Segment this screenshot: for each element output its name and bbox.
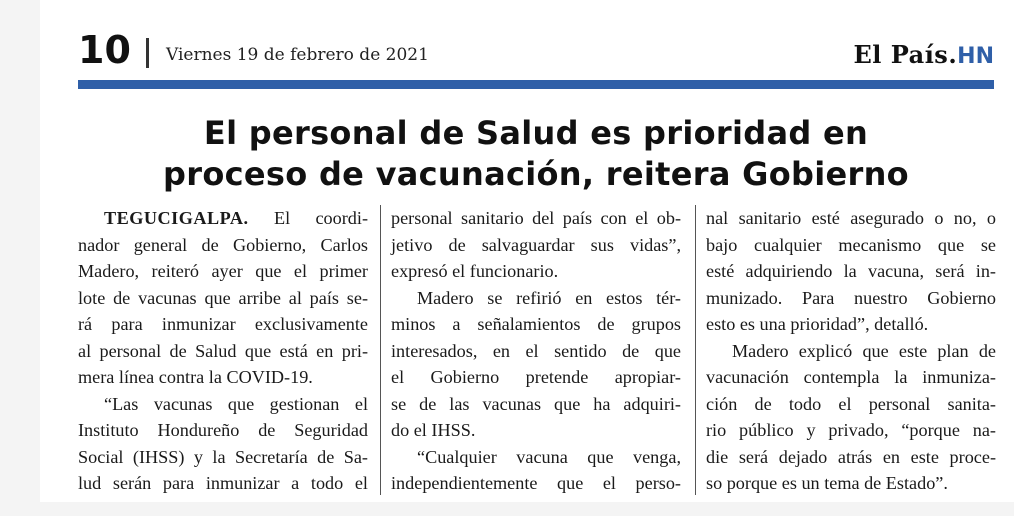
article-line: so porque es un tema de Estado”. [706, 473, 948, 493]
article-line: lote de vacunas que arribe al país se- [78, 287, 368, 308]
article-line: expresó el funcionario. [391, 261, 559, 281]
logo-wordmark: El País. [853, 40, 958, 69]
article-line: Instituto Hondureño de Seguridad [78, 420, 368, 440]
article-column-2 [391, 205, 681, 495]
headline-line-1: El personal de Salud es prioridad en [203, 114, 869, 152]
article-dateline: TEGUCIGALPA. [104, 208, 249, 228]
article-line: nal sanitario esté asegurado o no, o [706, 208, 996, 228]
headline-line-2: proceso de vacunación, reitera Gobierno [163, 155, 909, 193]
column-divider [695, 205, 696, 495]
article-column-1 [78, 205, 368, 495]
article-line: “Las vacunas que gestionan el [104, 393, 368, 414]
article-body [78, 205, 994, 495]
page-margin-bottom [0, 502, 1014, 516]
article-line: “Cualquier vacuna que venga, [417, 446, 681, 467]
article-line: jetivo de salvaguardar sus vidas”, [391, 234, 681, 255]
article-line: al personal de Salud que está en pri- [78, 340, 368, 361]
article-line [78, 205, 368, 232]
article-line: die será dejado atrás en este proce- [706, 446, 996, 467]
newspaper-logo [853, 40, 994, 69]
page-header [78, 30, 994, 80]
article-line: bajo cualquier mecanismo que se [706, 234, 996, 255]
article-line: interesados, en el sentido de que [391, 340, 681, 361]
article-line: Madero, reiteró ayer que el primer [78, 261, 368, 281]
article-line: se de las vacunas que ha adquiri- [391, 393, 681, 414]
article-line: vacunación contempla la inmuniza- [706, 367, 996, 387]
article-line: minos a señalamientos de grupos [391, 314, 681, 334]
article-line: mera línea contra la COVID-19. [78, 367, 313, 387]
publication-date: Viernes 19 de febrero de 2021 [166, 45, 429, 65]
header-divider [146, 38, 149, 68]
article-line: Madero se refirió en estos tér- [417, 287, 681, 308]
article-line: rá para inmunizar exclusivamente [78, 314, 368, 334]
article-line: independientemente que el perso- [391, 473, 681, 493]
header-accent-bar [78, 80, 994, 89]
page-margin-left [0, 0, 40, 516]
column-divider [380, 205, 381, 495]
article-line: lud serán para inmunizar a todo el [78, 473, 368, 493]
article-line: do el IHSS. [391, 420, 476, 440]
logo-domain-suffix: HN [957, 44, 994, 69]
article-line: ción de todo el personal sanita- [706, 393, 996, 414]
article-line: Social (IHSS) y la Secretaría de Sa- [78, 446, 368, 467]
article-column-3 [706, 205, 996, 495]
article-headline [78, 113, 994, 195]
page-number: 10 [78, 28, 131, 72]
article-line: el Gobierno pretende apropiar- [391, 367, 681, 387]
article-line: munizado. Para nuestro Gobierno [706, 287, 996, 308]
article-line: nador general de Gobierno, Carlos [78, 234, 368, 255]
article-line: Madero explicó que este plan de [732, 340, 996, 361]
article-line: esté adquiriendo la vacuna, será in- [706, 261, 996, 281]
article-line-text: El coordi- [248, 208, 368, 228]
article-line: rio público y privado, “porque na- [706, 420, 996, 440]
article-line: personal sanitario del país con el ob- [391, 208, 681, 228]
article-line: esto es una prioridad”, detalló. [706, 314, 929, 334]
